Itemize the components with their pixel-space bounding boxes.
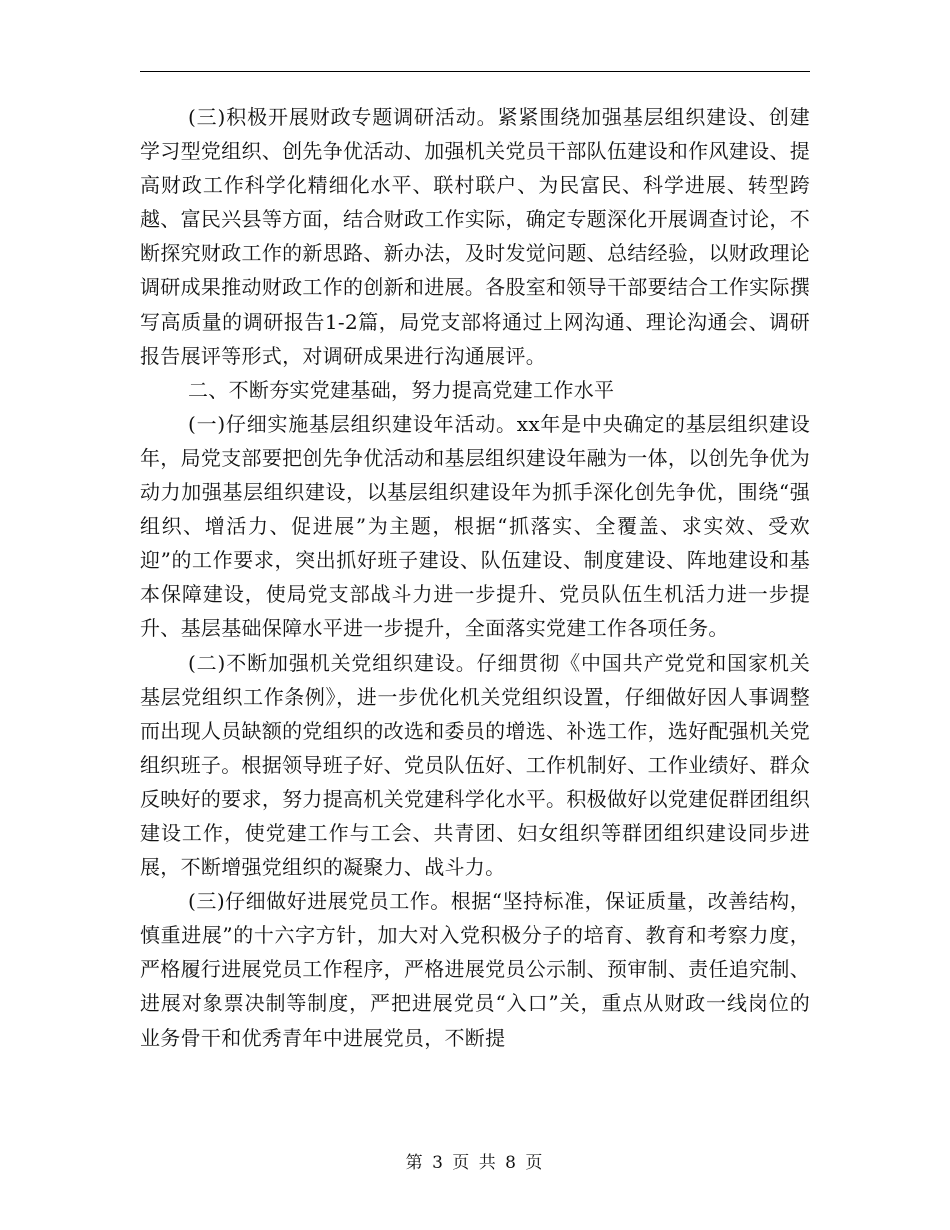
document-body <box>140 100 810 1055</box>
header-rule <box>140 71 810 72</box>
page-number: 第 3 页 共 8 页 <box>405 1153 545 1173</box>
paragraph-research-activities: (三)积极开展财政专题调研活动。紧紧围绕加强基层组织建设、创建学习型党组织、创先争优活动、加强机关党员干部队伍建设和作风建设、提高财政工作科学化精细化水平、联村联户、为民富民、科学进展、转型跨越、富民兴县等方面，结合财政工作实际，确定专题深化开展调查讨论，不断探究财政工作的新思路、新办法，及时发觉问题、总结经验，以财政理论调研成果推动财政工作的创新和进展。各股室和领导干部要结合工作实际撰写高质量的调研报告1-2篇，局党支部将通过上网沟通、理论沟通会、调研报告展评等形式，对调研成果进行沟通展评。 <box>140 105 810 368</box>
paragraph-member-development: (三)仔细做好进展党员工作。根据“坚持标准，保证质量，改善结构，慎重进展”的十六字方针，加大对入党积极分子的培育、教育和考察力度，严格履行进展党员工作程序，严格进展党员公示制、预审制、责任追究制、进展对象票决制等制度，严把进展党员“入口”关，重点从财政一线岗位的业务骨干和优秀青年中进展党员，不断提 <box>140 889 810 1050</box>
paragraph-grassroots-year: (一)仔细实施基层组织建设年活动。xx年是中央确定的基层组织建设年，局党支部要把创先争优活动和基层组织建设年融为一体，以创先争优为动力加强基层组织建设，以基层组织建设年为抓手深化创先争优，围绕“强组织、增活力、促进展”为主题，根据“抓落实、全覆盖、求实效、受欢迎”的工作要求，突出抓好班子建设、队伍建设、制度建设、阵地建设和基本保障建设，使局党支部战斗力进一步提升、党员队伍生机活力进一步提升、基层基础保障水平进一步提升，全面落实党建工作各项任务。 <box>140 411 810 641</box>
section-heading-party-building: 二、不断夯实党建基础，努力提高党建工作水平 <box>188 377 615 402</box>
paragraph-organ-party-building: (二)不断加强机关党组织建设。仔细贯彻《中国共产党党和国家机关基层党组织工作条例》，进一步优化机关党组织设置，仔细做好因人事调整而出现人员缺额的党组织的改选和委员的增选、补选工作，选好配强机关党组织班子。根据领导班子好、党员队伍好、工作机制好、工作业绩好、群众反映好的要求，努力提高机关党建科学化水平。积极做好以党建促群团组织建设工作，使党建工作与工会、共青团、妇女组织等群团组织建设同步进展，不断增强党组织的凝聚力、战斗力。 <box>140 650 810 880</box>
